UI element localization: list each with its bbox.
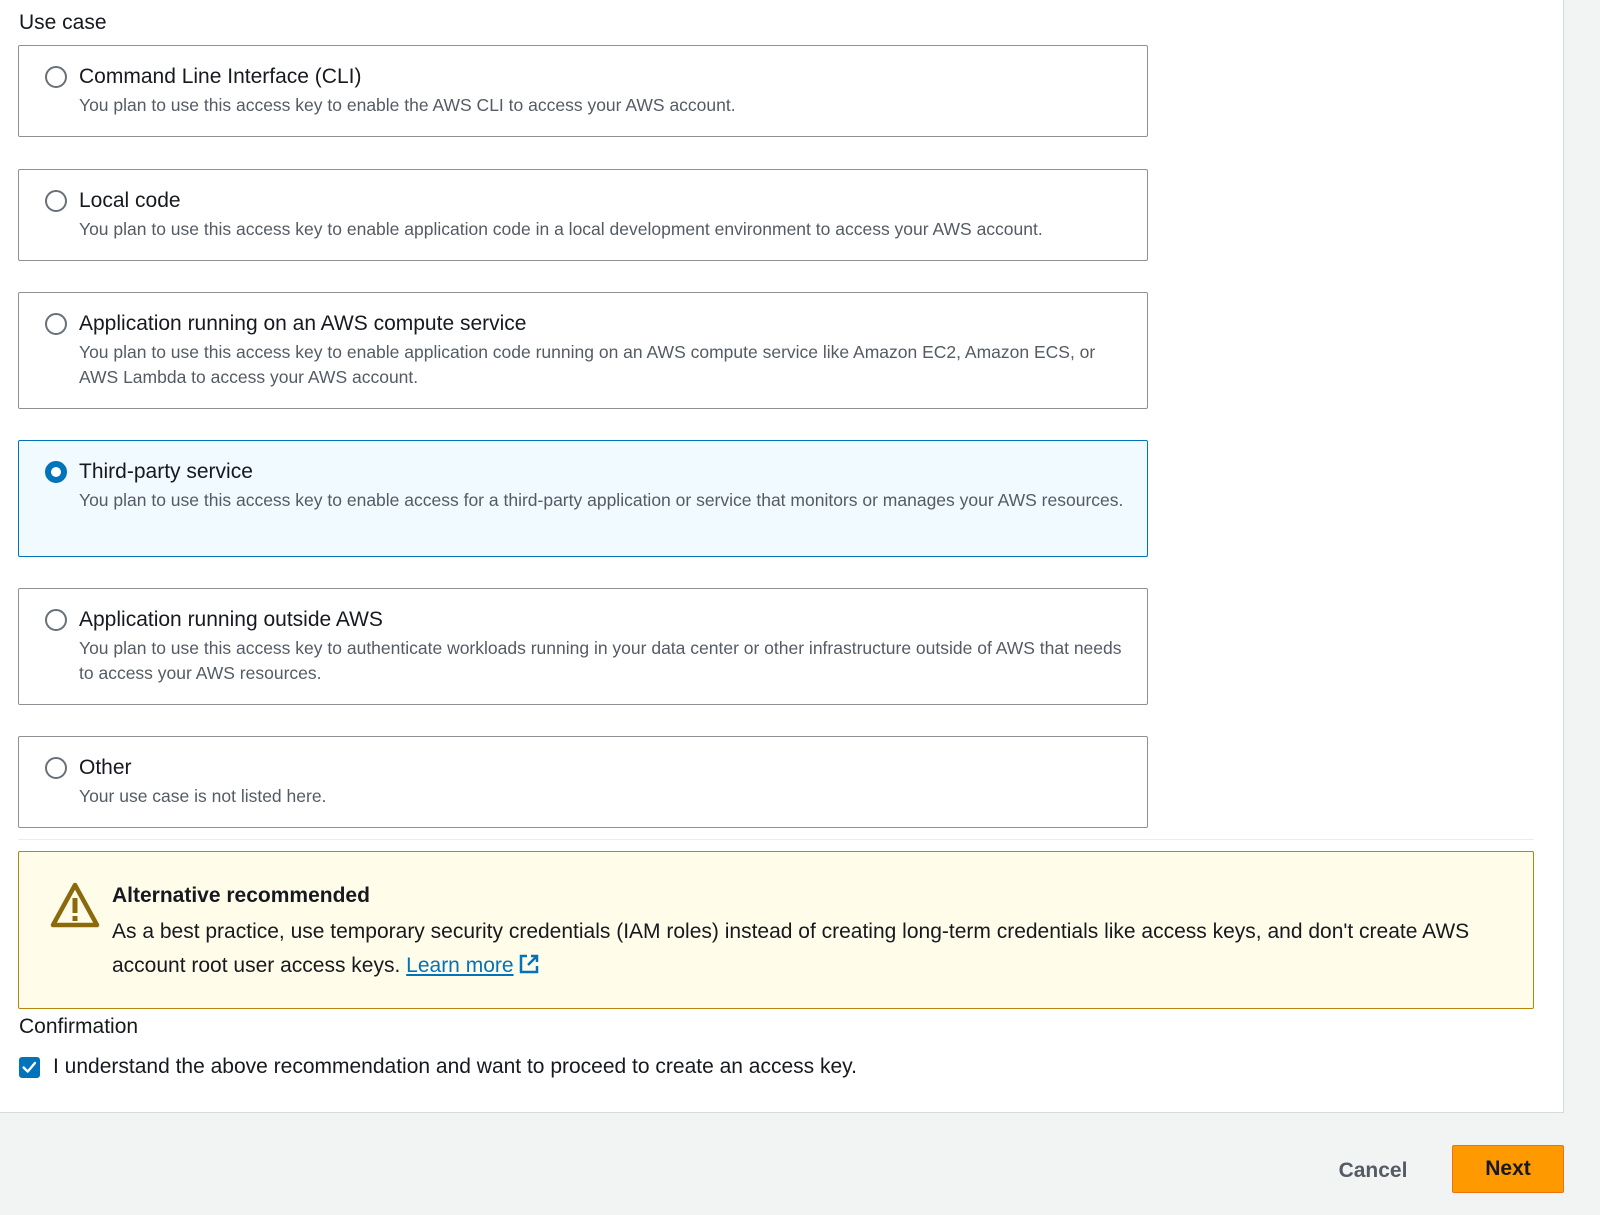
external-link-icon[interactable] <box>518 953 540 975</box>
learn-more-link[interactable]: Learn more <box>406 954 514 977</box>
radio-other[interactable] <box>45 757 67 779</box>
option-title: Other <box>79 756 132 779</box>
option-cli[interactable] <box>18 45 1148 137</box>
option-description: You plan to use this access key to authenticate workloads running in your data center or other infrastructure outside of AWS that needs to access your AWS resources. <box>79 638 1122 683</box>
use-case-label: Use case <box>19 11 107 34</box>
cancel-button[interactable]: Cancel <box>1318 1148 1428 1194</box>
option-aws-compute[interactable] <box>18 292 1148 409</box>
option-third-party[interactable] <box>18 440 1148 557</box>
confirmation-checkbox[interactable] <box>19 1057 40 1078</box>
radio-third-party[interactable] <box>45 461 67 483</box>
option-title: Application running on an AWS compute service <box>79 312 527 335</box>
option-description: You plan to use this access key to enable the AWS CLI to access your AWS account. <box>79 95 736 115</box>
radio-local-code[interactable] <box>45 190 67 212</box>
option-description: You plan to use this access key to enable application code running on an AWS compute service like Amazon EC2, Amazon ECS, or AWS Lambda to access your AWS account. <box>79 342 1096 387</box>
option-title: Local code <box>79 189 181 212</box>
option-description: Your use case is not listed here. <box>79 786 327 806</box>
confirmation-label: Confirmation <box>19 1015 139 1038</box>
alert-text <box>112 915 1502 983</box>
alert-title: Alternative recommended <box>112 884 370 907</box>
option-local-code[interactable] <box>18 169 1148 261</box>
warning-alert <box>18 851 1534 1009</box>
option-description: You plan to use this access key to enable application code in a local development environment to access your AWS account. <box>79 219 1043 239</box>
divider <box>18 839 1534 840</box>
checkmark-icon <box>20 1058 39 1077</box>
radio-aws-compute[interactable] <box>45 313 67 335</box>
option-other[interactable] <box>18 736 1148 828</box>
confirmation-checkbox-label[interactable]: I understand the above recommendation and want to proceed to create an access key. <box>53 1055 857 1078</box>
radio-cli[interactable] <box>45 66 67 88</box>
radio-outside-aws[interactable] <box>45 609 67 631</box>
option-description: You plan to use this access key to enable access for a third-party application or service that monitors or manages your AWS resources. <box>79 490 1124 510</box>
warning-icon <box>50 882 100 928</box>
option-outside-aws[interactable] <box>18 588 1148 705</box>
option-title: Application running outside AWS <box>79 608 383 631</box>
alert-body: As a best practice, use temporary security credentials (IAM roles) instead of creating long-term credentials like access keys, and don't create AWS account root user access keys. <box>112 920 1470 977</box>
option-title: Command Line Interface (CLI) <box>79 65 362 88</box>
option-title: Third-party service <box>79 460 253 483</box>
next-button[interactable]: Next <box>1452 1145 1564 1193</box>
